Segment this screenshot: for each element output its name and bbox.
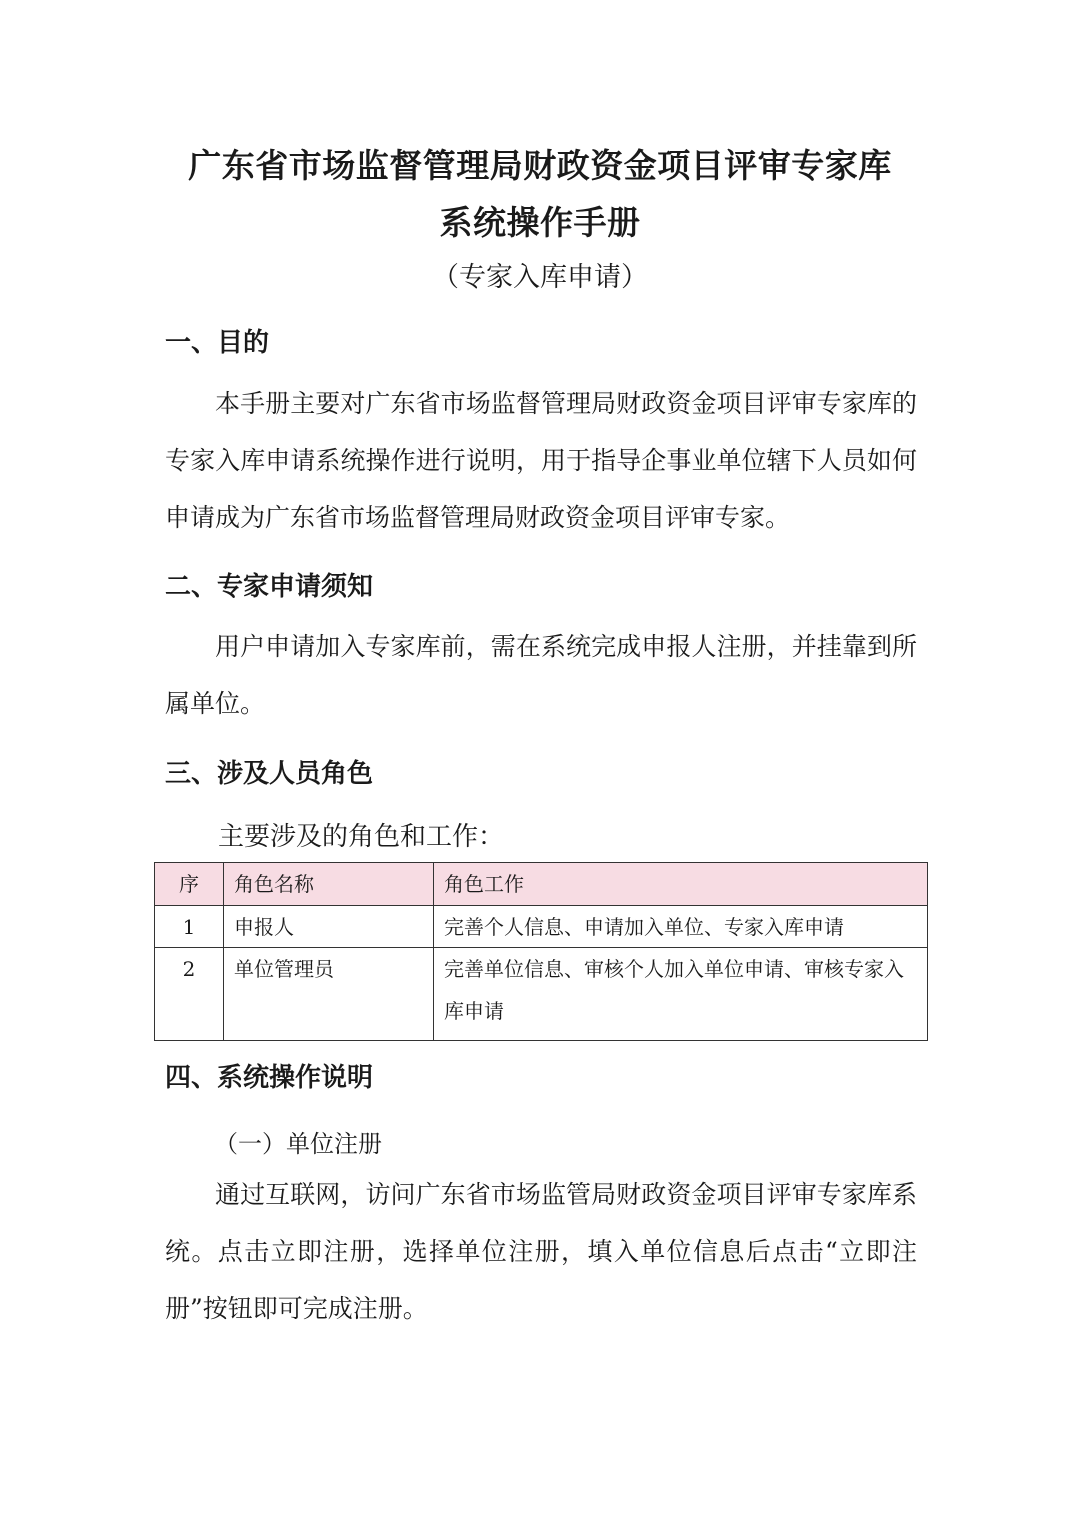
table-cell-index: 2 xyxy=(155,948,224,1041)
section-heading-roles: 三、涉及人员角色 xyxy=(165,759,374,789)
table-cell-role-work: 完善个人信息、申请加入单位、专家入库申请 xyxy=(434,906,928,948)
table-cell-role-name: 申报人 xyxy=(224,906,434,948)
table-row xyxy=(155,906,928,948)
document-title-line2: 系统操作手册 xyxy=(439,203,641,242)
roles-lead-text: 主要涉及的角色和工作： xyxy=(218,822,505,852)
table-row xyxy=(155,948,928,1041)
table-cell-index: 1 xyxy=(155,906,224,948)
section-heading-notice: 二、专家申请须知 xyxy=(165,572,374,602)
table-cell-role-work: 完善单位信息、审核个人加入单位申请、审核专家入库申请 xyxy=(434,948,928,1041)
subsection-text-unit-registration: 通过互联网，访问广东省市场监管局财政资金项目评审专家库系统。点击立即注册，选择单位注册，填入单位信息后点击“立即注册”按钮即可完成注册。 xyxy=(165,1180,917,1323)
roles-table xyxy=(154,862,928,1041)
subsection-heading-unit-registration: （一）单位注册 xyxy=(214,1130,382,1158)
section-heading-operations: 四、系统操作说明 xyxy=(165,1063,374,1093)
section-text-purpose: 本手册主要对广东省市场监督管理局财政资金项目评审专家库的专家入库申请系统操作进行说明，用于指导企事业单位辖下人员如何申请成为广东省市场监督管理局财政资金项目评审专家。 xyxy=(165,389,917,532)
section-heading-purpose: 一、目的 xyxy=(165,328,270,358)
table-header-role-name: 角色名称 xyxy=(224,863,434,906)
document-title-line1: 广东省市场监督管理局财政资金项目评审专家库 xyxy=(188,146,892,185)
table-header-index: 序 xyxy=(155,863,224,906)
table-header-row xyxy=(155,863,928,906)
document-subtitle: （专家入库申请） xyxy=(432,262,648,293)
table-header-role-work: 角色工作 xyxy=(434,863,928,906)
table-cell-role-name: 单位管理员 xyxy=(224,948,434,1041)
section-text-notice: 用户申请加入专家库前，需在系统完成申报人注册，并挂靠到所属单位。 xyxy=(165,632,917,718)
